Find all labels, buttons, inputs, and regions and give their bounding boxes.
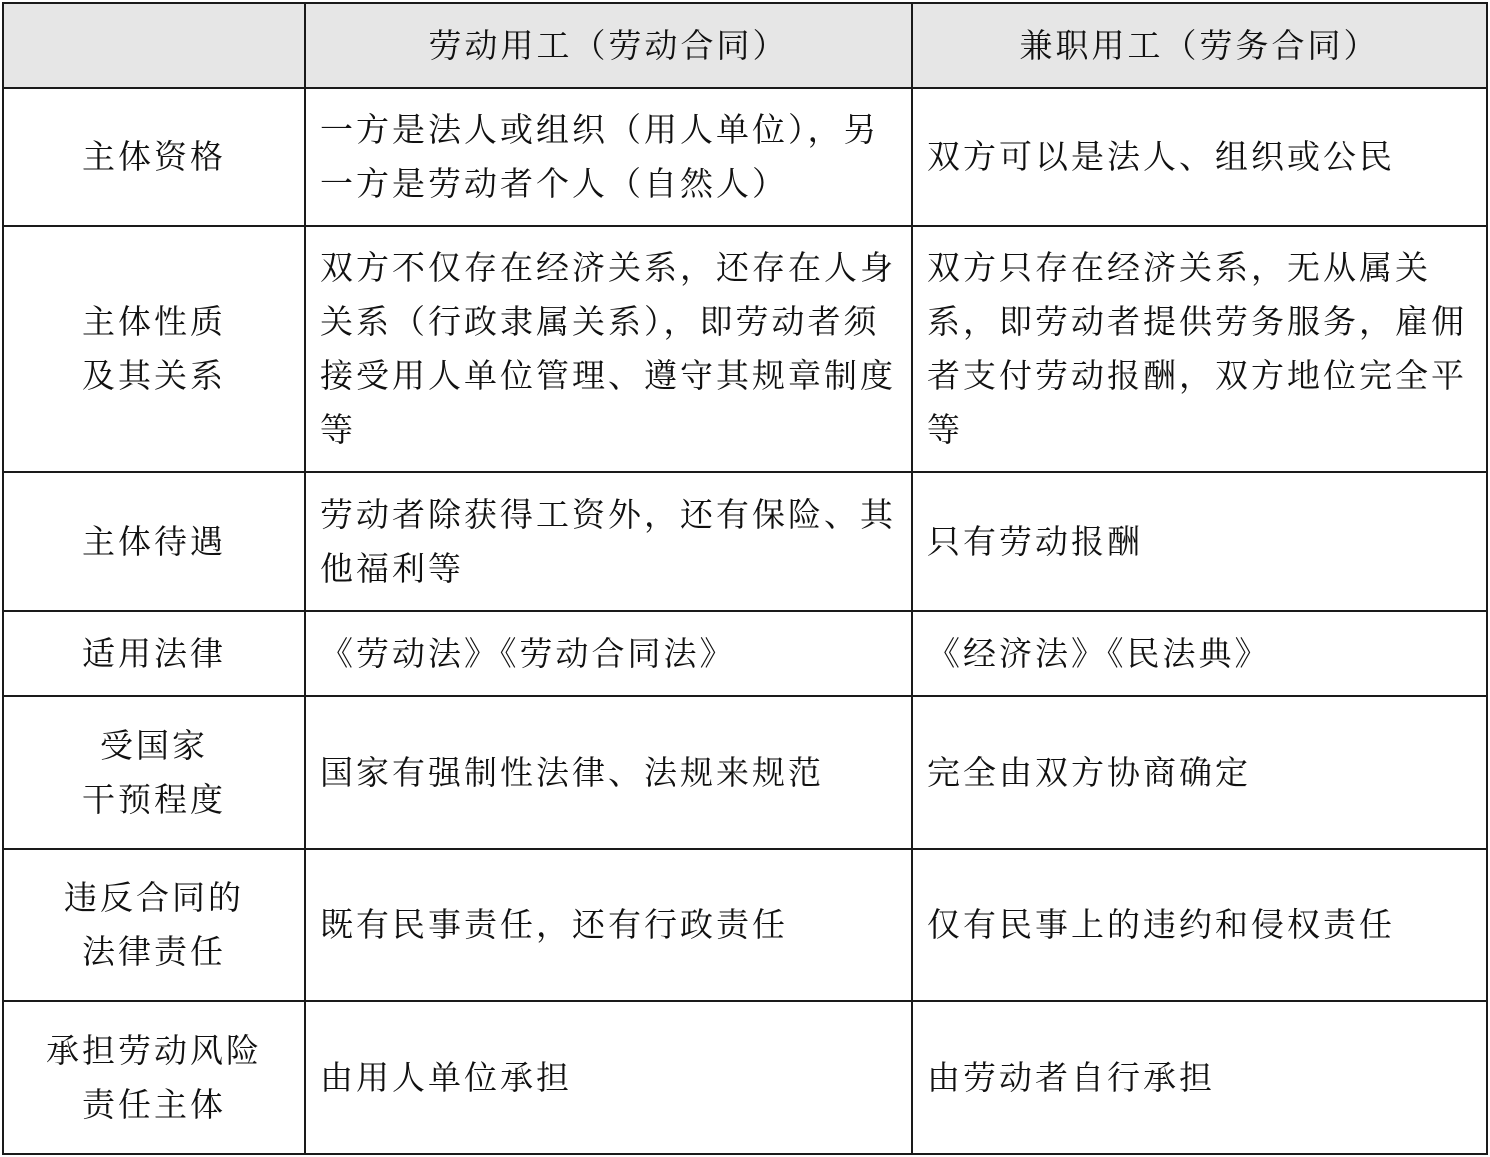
table-row	[3, 472, 1487, 611]
labor-cell: 国家有强制性法律、法规来规范	[305, 696, 912, 849]
row-label: 适用法律	[3, 611, 305, 696]
table-row	[3, 611, 1487, 696]
service-cell: 只有劳动报酬	[912, 472, 1487, 611]
row-label: 受国家 干预程度	[3, 696, 305, 849]
service-cell: 完全由双方协商确定	[912, 696, 1487, 849]
header-service-contract: 兼职用工（劳务合同）	[912, 3, 1487, 88]
service-cell: 仅有民事上的违约和侵权责任	[912, 849, 1487, 1001]
table-row	[3, 1001, 1487, 1154]
table-row	[3, 226, 1487, 472]
service-cell: 双方只存在经济关系，无从属关系，即劳动者提供劳务服务，雇佣者支付劳动报酬，双方地位完全平等	[912, 226, 1487, 472]
table-row	[3, 696, 1487, 849]
header-row	[3, 3, 1487, 88]
service-cell: 双方可以是法人、组织或公民	[912, 88, 1487, 226]
labor-cell: 一方是法人或组织（用人单位），另一方是劳动者个人（自然人）	[305, 88, 912, 226]
row-label: 主体性质 及其关系	[3, 226, 305, 472]
service-cell: 由劳动者自行承担	[912, 1001, 1487, 1154]
row-label: 违反合同的 法律责任	[3, 849, 305, 1001]
table-row	[3, 849, 1487, 1001]
header-corner-cell	[3, 3, 305, 88]
header-labor-contract: 劳动用工（劳动合同）	[305, 3, 912, 88]
comparison-table	[2, 2, 1488, 1155]
row-label: 承担劳动风险 责任主体	[3, 1001, 305, 1154]
row-label: 主体待遇	[3, 472, 305, 611]
row-label: 主体资格	[3, 88, 305, 226]
labor-cell: 劳动者除获得工资外，还有保险、其他福利等	[305, 472, 912, 611]
labor-cell: 双方不仅存在经济关系，还存在人身关系（行政隶属关系），即劳动者须接受用人单位管理、遵守其规章制度等	[305, 226, 912, 472]
labor-cell: 既有民事责任，还有行政责任	[305, 849, 912, 1001]
table-row	[3, 88, 1487, 226]
service-cell: 《经济法》《民法典》	[912, 611, 1487, 696]
labor-cell: 《劳动法》《劳动合同法》	[305, 611, 912, 696]
labor-cell: 由用人单位承担	[305, 1001, 912, 1154]
